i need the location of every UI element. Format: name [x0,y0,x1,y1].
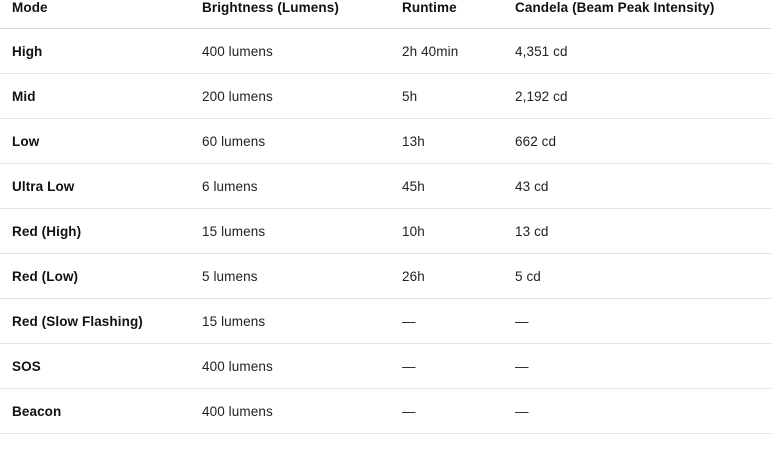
cell-runtime: 2h 40min [390,29,503,74]
cell-mode: High [0,29,190,74]
cell-runtime: 10h [390,209,503,254]
column-header-runtime: Runtime [390,0,503,29]
cell-runtime: 5h [390,74,503,119]
cell-candela: 43 cd [503,164,771,209]
cell-candela: — [503,299,771,344]
table-row [0,209,771,254]
table-row [0,119,771,164]
column-header-candela: Candela (Beam Peak Intensity) [503,0,771,29]
cell-mode: SOS [0,344,190,389]
cell-candela: 662 cd [503,119,771,164]
cell-brightness: 200 lumens [190,74,390,119]
cell-candela: 4,351 cd [503,29,771,74]
cell-brightness: 15 lumens [190,209,390,254]
cell-runtime: — [390,389,503,434]
cell-brightness: 400 lumens [190,389,390,434]
cell-mode: Red (Slow Flashing) [0,299,190,344]
cell-brightness: 5 lumens [190,254,390,299]
cell-mode: Beacon [0,389,190,434]
cell-brightness: 60 lumens [190,119,390,164]
table-row [0,164,771,209]
cell-mode: Red (Low) [0,254,190,299]
table-row [0,29,771,74]
cell-brightness: 400 lumens [190,344,390,389]
cell-candela: 5 cd [503,254,771,299]
table-row [0,254,771,299]
cell-runtime: — [390,344,503,389]
table-header [0,0,771,29]
cell-candela: 13 cd [503,209,771,254]
cell-mode: Red (High) [0,209,190,254]
column-header-mode: Mode [0,0,190,29]
cell-runtime: 26h [390,254,503,299]
cell-runtime: 45h [390,164,503,209]
table-header-row [0,0,771,29]
table-row [0,389,771,434]
cell-mode: Ultra Low [0,164,190,209]
cell-brightness: 400 lumens [190,29,390,74]
table-row [0,344,771,389]
cell-candela: 2,192 cd [503,74,771,119]
cell-runtime: — [390,299,503,344]
cell-mode: Mid [0,74,190,119]
cell-brightness: 6 lumens [190,164,390,209]
table-row [0,74,771,119]
cell-mode: Low [0,119,190,164]
cell-candela: — [503,344,771,389]
table-row [0,299,771,344]
cell-brightness: 15 lumens [190,299,390,344]
cell-runtime: 13h [390,119,503,164]
cell-candela: — [503,389,771,434]
table-body [0,29,771,434]
column-header-brightness: Brightness (Lumens) [190,0,390,29]
